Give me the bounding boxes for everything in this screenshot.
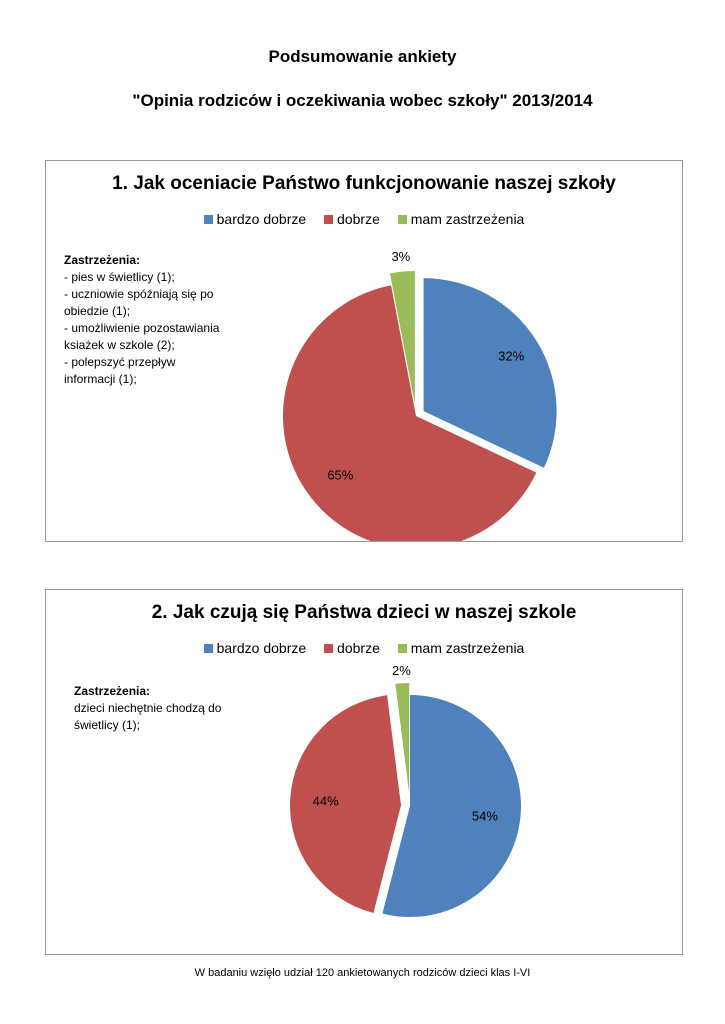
note-line: dzieci niechętnie chodzą do świetlicy (1); — [74, 701, 222, 732]
pie-slice-dobrze — [290, 695, 401, 913]
note-title: Zastrzeżenia: — [74, 684, 151, 698]
legend-label: dobrze — [337, 211, 380, 227]
note-line: - polepszyć przepływ informacji (1); — [64, 355, 176, 386]
note-title: Zastrzeżenia: — [64, 253, 141, 267]
chart-1-title: 1. Jak oceniacie Państwo funkcjonowanie naszej szkoły — [112, 173, 616, 194]
note-line: - uczniowie spóźniają się po obiedzie (1); — [64, 287, 214, 318]
pie-data-label: 3% — [391, 248, 411, 264]
legend-label: bardzo dobrze — [216, 640, 307, 656]
pie-data-label: 32% — [498, 348, 525, 364]
legend-label: dobrze — [337, 640, 380, 656]
pie-data-label: 44% — [312, 793, 339, 809]
chart-2 — [45, 589, 683, 955]
note-line: - umożliwienie pozostawiania ksiażek w szkole (2); — [64, 321, 220, 352]
pie-data-label: 54% — [471, 808, 498, 824]
chart-1-pie — [46, 161, 682, 541]
chart-1 — [45, 160, 683, 542]
page-subtitle: "Opinia rodziców i oczekiwania wobec szkoły" 2013/2014 — [132, 91, 593, 110]
pie-data-label: 65% — [327, 467, 354, 483]
note-line: - pies w świetlicy (1); — [64, 270, 175, 284]
chart-2-pie — [46, 590, 682, 954]
legend-label: mam zastrzeżenia — [410, 640, 525, 656]
pie-data-label: 2% — [392, 662, 411, 678]
page-title: Podsumowanie ankiety — [268, 47, 457, 66]
chart-2-title: 2. Jak czują się Państwa dzieci w naszej szkole — [151, 602, 577, 623]
footer-note: W badaniu wzięło udział 120 ankietowanych rodziców dzieci klas I-VI — [194, 967, 531, 979]
legend-label: mam zastrzeżenia — [410, 211, 525, 227]
legend-label: bardzo dobrze — [216, 211, 307, 227]
